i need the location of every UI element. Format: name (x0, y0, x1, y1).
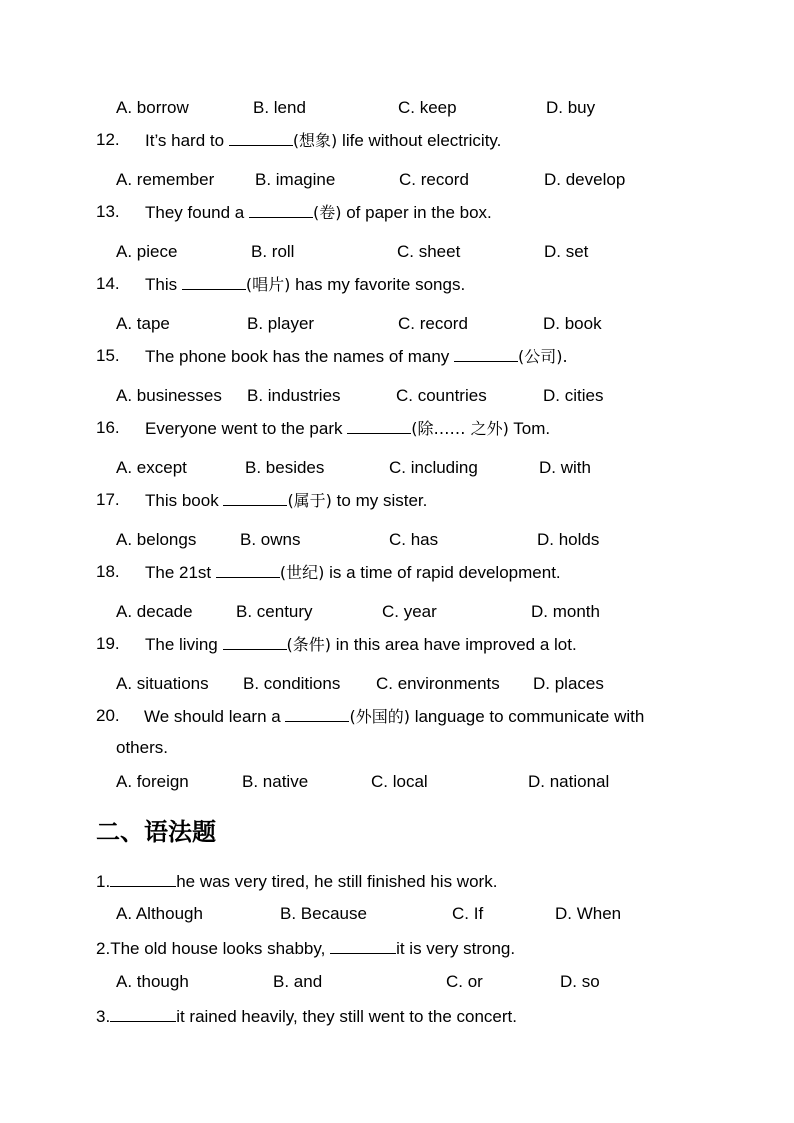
option-d: D. holds (537, 530, 600, 549)
question-stem: he was very tired, he still finished his work. (176, 872, 498, 891)
option-d: D. places (533, 674, 604, 693)
question-number: 14. (96, 274, 120, 293)
question-stem: They found a (145, 203, 245, 222)
answer-blank[interactable] (223, 490, 287, 506)
option-b: B. native (242, 772, 309, 791)
option-d: D. cities (543, 386, 604, 405)
option-b: B. industries (247, 386, 341, 405)
question-text (145, 634, 577, 655)
question-number: 13. (96, 202, 120, 221)
question-stem: Everyone went to the park (145, 419, 343, 438)
question-stem: The 21st (145, 563, 212, 582)
option-c: C. year (382, 602, 437, 621)
question-stem: This (145, 275, 178, 294)
question-stem-end: in this area have improved a lot. (335, 635, 577, 654)
chinese-hint: (条件) (286, 635, 331, 654)
answer-blank[interactable] (249, 202, 313, 218)
option-a: A. though (116, 972, 189, 991)
question-stem: The living (145, 635, 218, 654)
question-text (145, 274, 465, 295)
option-b: B. Because (280, 904, 367, 923)
option-b: B. lend (253, 98, 306, 117)
option-b: B. besides (245, 458, 325, 477)
option-d: D. book (543, 314, 602, 333)
chinese-hint: (属于) (287, 491, 332, 510)
question-number: 12. (96, 130, 120, 149)
question-stem: The old house looks shabby, (110, 939, 326, 958)
option-a: A. situations (116, 674, 209, 693)
option-c: C. has (389, 530, 439, 549)
option-d: D. so (560, 972, 600, 991)
question-stem: We should learn a (144, 707, 281, 726)
option-c: C. environments (376, 674, 500, 693)
option-d: D. set (544, 242, 589, 261)
question-number: 3. (96, 1007, 111, 1026)
question-number: 1. (96, 872, 111, 891)
option-b: B. and (273, 972, 323, 991)
option-d: D. develop (544, 170, 626, 189)
chinese-hint: (想象) (292, 131, 338, 150)
question-stem-end: to my sister. (336, 491, 428, 510)
question-number: 2. (96, 939, 111, 958)
option-b: B. century (236, 602, 313, 621)
option-c: C. sheet (397, 242, 461, 261)
question-stem: The phone book has the names of many (145, 347, 450, 366)
answer-blank[interactable] (110, 871, 176, 887)
option-c: C. record (398, 314, 468, 333)
question-stem-end: is a time of rapid development. (329, 563, 561, 582)
question-text (145, 346, 568, 367)
chinese-hint: (唱片) (245, 275, 291, 294)
answer-blank[interactable] (216, 562, 280, 578)
option-a: A. decade (116, 602, 193, 621)
chinese-hint: (除…… 之外) (411, 419, 509, 438)
option-d: D. When (555, 904, 622, 923)
option-c: C. record (399, 170, 469, 189)
chinese-hint: (外国的) (349, 707, 410, 726)
question-stem-end: language to communicate with (414, 707, 645, 726)
option-a: A. belongs (116, 530, 197, 549)
option-d: D. with (539, 458, 591, 477)
option-b: B. player (247, 314, 315, 333)
option-a: A. businesses (116, 386, 222, 405)
question-text-continuation: others. (116, 738, 168, 757)
option-d: D. national (528, 772, 610, 791)
option-c: C. or (446, 972, 483, 991)
question-text (145, 562, 561, 583)
option-a: A. borrow (116, 98, 189, 117)
option-a: A. except (116, 458, 187, 477)
question-text (145, 418, 550, 439)
question-stem-end: life without electricity. (342, 131, 502, 150)
question-stem: it rained heavily, they still went to the concert. (176, 1007, 517, 1026)
answer-blank[interactable] (285, 706, 349, 722)
option-b: B. imagine (255, 170, 336, 189)
answer-blank[interactable] (182, 274, 246, 290)
option-a: A. tape (116, 314, 170, 333)
question-number: 20. (96, 706, 120, 725)
answer-blank[interactable] (347, 418, 411, 434)
answer-blank[interactable] (454, 346, 518, 362)
question-stem-end: of paper in the box. (346, 203, 492, 222)
question-text (145, 202, 492, 223)
section-heading-grammar: 二、语法题 (96, 818, 216, 846)
option-b: B. owns (240, 530, 301, 549)
option-c: C. local (371, 772, 428, 791)
question-stem: This book (145, 491, 219, 510)
question-text (96, 871, 497, 892)
option-b: B. roll (251, 242, 295, 261)
option-b: B. conditions (243, 674, 341, 693)
answer-blank[interactable] (330, 938, 396, 954)
answer-blank[interactable] (110, 1006, 176, 1022)
question-text (144, 706, 644, 727)
option-d: D. buy (546, 98, 596, 117)
question-number: 15. (96, 346, 120, 365)
answer-blank[interactable] (223, 634, 287, 650)
question-text (145, 490, 427, 511)
option-d: D. month (531, 602, 600, 621)
option-c: C. keep (398, 98, 457, 117)
question-stem-end: has my favorite songs. (295, 275, 466, 294)
question-number: 17. (96, 490, 120, 509)
question-text (96, 1006, 517, 1027)
option-a: A. piece (116, 242, 178, 261)
chinese-hint: (卷) (312, 203, 342, 222)
option-c: C. If (452, 904, 484, 923)
question-stem: It’s hard to (145, 131, 225, 150)
question-number: 18. (96, 562, 120, 581)
question-stem-end: Tom. (513, 419, 551, 438)
question-stem-end: it is very strong. (396, 939, 516, 958)
question-number: 19. (96, 634, 120, 653)
option-a: A. foreign (116, 772, 189, 791)
question-text (96, 938, 515, 959)
option-a: A. remember (116, 170, 215, 189)
chinese-hint: (公司). (518, 347, 568, 366)
option-a: A. Although (116, 904, 203, 923)
option-c: C. including (389, 458, 478, 477)
answer-blank[interactable] (229, 130, 293, 146)
chinese-hint: (世纪) (279, 563, 325, 582)
question-number: 16. (96, 418, 120, 437)
option-c: C. countries (396, 386, 487, 405)
question-text (145, 130, 501, 151)
